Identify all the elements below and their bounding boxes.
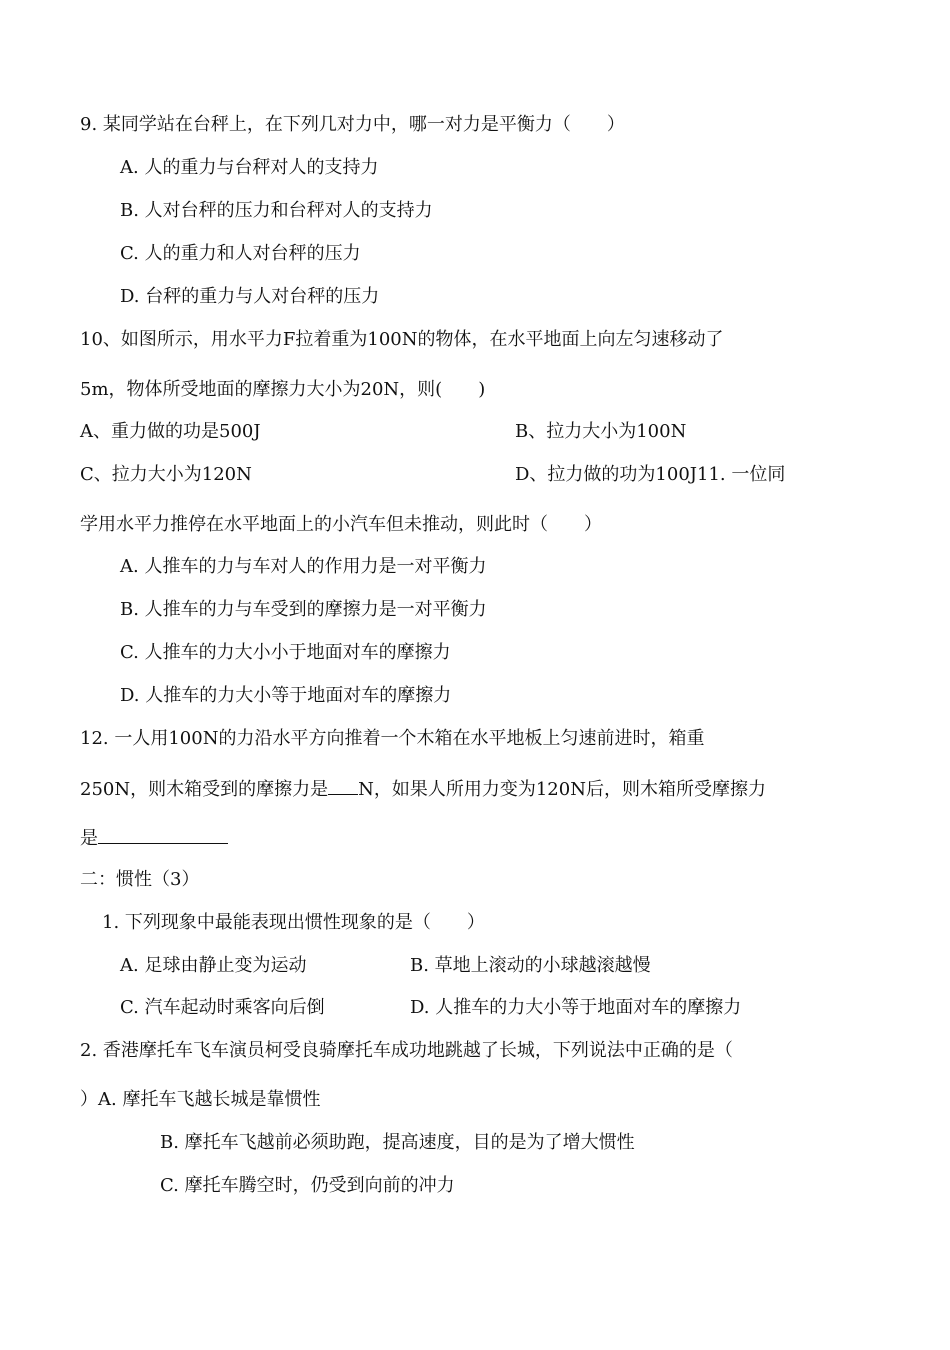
s2q1-option-b: B. 草地上滚动的小球越滚越慢 (410, 955, 651, 976)
q9-option-b: B. 人对台秤的压力和台秤对人的支持力 (120, 200, 433, 221)
q12-answer-blank-1[interactable] (328, 776, 358, 795)
q12-stem-line2 (80, 776, 766, 802)
section2-title: 二：惯性（3） (80, 869, 200, 890)
q12-stem-part-c: 是 (80, 828, 98, 849)
q10-option-d: D、拉力做的功为100J11. 一位同 (515, 464, 786, 485)
q10-stem-line2: 5m，物体所受地面的摩擦力大小为20N，则( ) (80, 379, 486, 400)
s2q1-option-a: A. 足球由静止变为运动 (120, 955, 307, 976)
q10-stem-line1: 10、如图所示，用水平力F拉着重为100N的物体，在水平地面上向左匀速移动了 (80, 329, 724, 350)
s2q2-stem-line2: ）A. 摩托车飞越长城是靠惯性 (80, 1089, 321, 1110)
q12-stem-part-a: 250N，则木箱受到的摩擦力是 (80, 779, 329, 800)
s2q2-option-c: C. 摩托车腾空时，仍受到向前的冲力 (160, 1175, 455, 1196)
q9-stem: 9. 某同学站在台秤上，在下列几对力中，哪一对力是平衡力（ ） (80, 114, 625, 135)
q11-option-b: B. 人推车的力与车受到的摩擦力是一对平衡力 (120, 599, 487, 620)
q11-option-c: C. 人推车的力大小小于地面对车的摩擦力 (120, 642, 451, 663)
q10-option-b: B、拉力大小为100N (515, 421, 687, 442)
q11-option-d: D. 人推车的力大小等于地面对车的摩擦力 (120, 685, 452, 706)
s2q1-option-c: C. 汽车起动时乘客向后倒 (120, 997, 325, 1018)
q10-option-c: C、拉力大小为120N (80, 464, 252, 485)
q11-option-a: A. 人推车的力与车对人的作用力是一对平衡力 (120, 556, 487, 577)
s2q1-option-d: D. 人推车的力大小等于地面对车的摩擦力 (410, 997, 742, 1018)
s2q1-stem: 1. 下列现象中最能表现出惯性现象的是（ ） (102, 912, 485, 933)
s2q2-stem-line1: 2. 香港摩托车飞车演员柯受良骑摩托车成功地跳越了长城，下列说法中正确的是（ (80, 1040, 733, 1061)
q10-option-a: A、重力做的功是500J (80, 421, 261, 442)
q12-stem-part-b: N，如果人所用力变为120N后，则木箱所受摩擦力 (358, 779, 766, 800)
q9-option-a: A. 人的重力与台秤对人的支持力 (120, 157, 379, 178)
q9-option-c: C. 人的重力和人对台秤的压力 (120, 243, 361, 264)
q12-answer-blank-2[interactable] (98, 825, 228, 844)
q9-option-d: D. 台秤的重力与人对台秤的压力 (120, 286, 380, 307)
q12-stem-line1: 12. 一人用100N的力沿水平方向推着一个木箱在水平地板上匀速前进时，箱重 (80, 728, 705, 749)
q12-stem-line3 (80, 825, 228, 851)
s2q2-option-b: B. 摩托车飞越前必须助跑，提高速度，目的是为了增大惯性 (160, 1132, 635, 1153)
q11-stem: 学用水平力推停在水平地面上的小汽车但未推动，则此时（ ） (80, 514, 602, 535)
